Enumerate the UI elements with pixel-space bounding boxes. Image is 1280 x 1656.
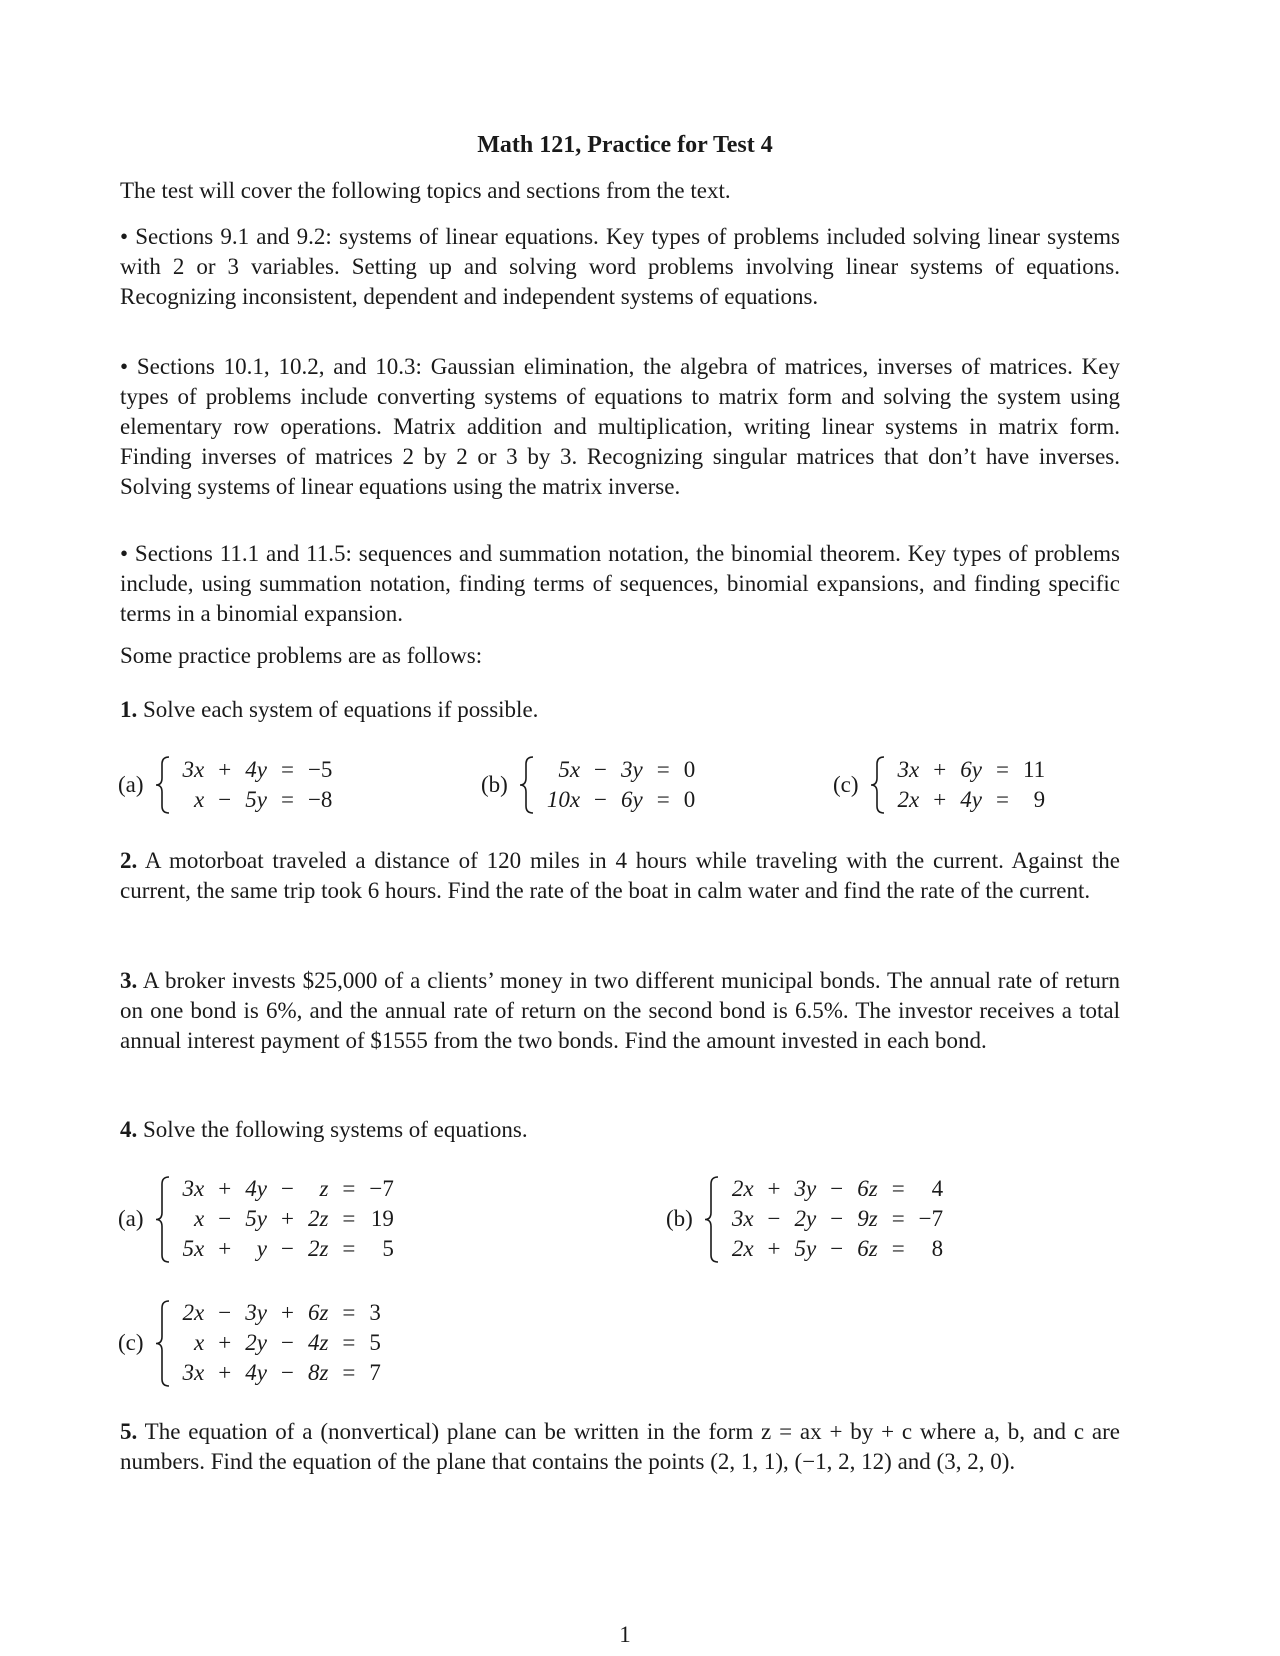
equation-term: 6z	[307, 1300, 329, 1325]
system-label: (c)	[833, 772, 859, 797]
equation-row	[725, 1174, 950, 1204]
equation-constant: 7	[369, 1360, 381, 1385]
equation-operator: −	[830, 1206, 844, 1231]
equation-operator: =	[342, 1360, 356, 1385]
page-title: Math 121, Practice for Test 4	[477, 132, 773, 158]
equation-term: 6z	[857, 1236, 878, 1261]
equation-operator: +	[767, 1176, 781, 1201]
system-1a	[118, 755, 339, 815]
equation-operator: =	[342, 1236, 356, 1261]
equation-constant: −7	[918, 1206, 944, 1231]
equation-table	[540, 755, 702, 815]
equation-term: 6y	[960, 757, 982, 782]
equation-term: 4y	[245, 1176, 267, 1201]
problem-number: 2.	[120, 848, 138, 873]
left-brace-icon	[869, 756, 887, 814]
equation-operator: −	[280, 1236, 294, 1261]
equation-operator: +	[218, 1360, 232, 1385]
left-brace-icon	[154, 1176, 172, 1263]
equation-term: 2x	[731, 1176, 754, 1201]
equation-row	[176, 755, 340, 785]
equation-term: x	[194, 1206, 205, 1231]
equation-term: 5y	[245, 1206, 267, 1231]
problem-5	[120, 1417, 1120, 1477]
problem-number: 3.	[120, 968, 138, 993]
equation-operator: −	[830, 1176, 844, 1201]
problem-text: A broker invests $25,000 of a clients’ money in two different municipal bonds. The annual rate of return on one bond is 6%, and the annual rate of return on the second bond is 6.5%. The investor receives a total annual interest payment of $1555 from the two bonds. Find the amount invested in each bond.	[120, 968, 1121, 1053]
equation-operator: =	[995, 757, 1009, 782]
equation-operator: −	[218, 1300, 232, 1325]
topic-bullet-9: • Sections 9.1 and 9.2: systems of linear equations. Key types of problems included solving linear systems with 2 or 3 variables. Setting up and solving word problems involving linear systems of equations. Recognizing inconsistent, dependent and independent systems of equations.	[120, 224, 1120, 309]
equation-constant: 11	[1022, 757, 1046, 782]
equation-term: z	[319, 1176, 329, 1201]
equation-term: 4y	[245, 757, 267, 782]
equation-operator: =	[656, 757, 670, 782]
equation-operator: −	[594, 757, 608, 782]
equation-constant: 19	[370, 1206, 394, 1231]
equation-operator: =	[891, 1236, 905, 1261]
equation-operator: +	[933, 787, 947, 812]
equation-term: 4y	[960, 787, 982, 812]
system-label: (a)	[118, 772, 144, 797]
equation-operator: =	[280, 757, 294, 782]
equation-operator: +	[280, 1206, 294, 1231]
equation-term: 2z	[307, 1236, 329, 1261]
equation-term: 5y	[794, 1236, 817, 1261]
equation-constant: 9	[1033, 787, 1046, 812]
equation-term: 9z	[857, 1206, 878, 1231]
problem-number: 5.	[120, 1419, 138, 1444]
system-4a	[118, 1174, 401, 1264]
equation-constant: 0	[683, 757, 696, 782]
problem-text: Solve the following systems of equations.	[143, 1117, 528, 1142]
equation-row	[176, 1234, 401, 1264]
equation-term: 2x	[897, 787, 920, 812]
equation-term: 3y	[794, 1176, 817, 1201]
equation-operator: +	[218, 1176, 232, 1201]
equation-term: 4z	[307, 1330, 329, 1355]
system-label: (b)	[666, 1206, 693, 1231]
system-label: (b)	[481, 772, 508, 797]
left-brace-icon	[154, 756, 172, 814]
equation-term: 5y	[245, 787, 267, 812]
system-label: (c)	[118, 1330, 144, 1355]
equation-operator: =	[995, 787, 1009, 812]
equation-table	[891, 755, 1053, 815]
equation-operator: −	[830, 1236, 844, 1261]
problem-1	[120, 695, 1120, 725]
equation-operator: +	[218, 1330, 232, 1355]
equation-table	[176, 755, 340, 815]
equation-table	[176, 1298, 388, 1388]
equation-operator: −	[280, 1330, 294, 1355]
equation-operator: =	[342, 1300, 356, 1325]
left-brace-icon	[518, 756, 536, 814]
intro-text: The test will cover the following topics and sections from the text.	[120, 178, 731, 203]
practice-intro: Some practice problems are as follows:	[120, 643, 483, 668]
equation-term: 10x	[546, 787, 581, 812]
equation-constant: 8	[931, 1236, 944, 1261]
equation-operator: +	[218, 757, 232, 782]
equation-row	[176, 1328, 388, 1358]
problem-text: A motorboat traveled a distance of 120 miles in 4 hours while traveling with the current. Against the current, the same trip took 6 hours. Find the rate of the boat in calm water and find the rate of the current.	[120, 848, 1120, 903]
equation-constant: 0	[683, 787, 696, 812]
equation-operator: −	[280, 1360, 294, 1385]
equation-row	[725, 1204, 950, 1234]
equation-constant: −8	[307, 787, 333, 812]
problem-number: 1.	[120, 697, 138, 722]
equation-operator: −	[594, 787, 608, 812]
equation-term: 2x	[731, 1236, 754, 1261]
equation-row	[176, 1298, 388, 1328]
equation-table	[725, 1174, 950, 1264]
equation-operator: +	[767, 1236, 781, 1261]
system-label: (a)	[118, 1206, 144, 1231]
equation-term: 3y	[245, 1300, 267, 1325]
equation-operator: =	[891, 1206, 905, 1231]
equation-term: 2y	[794, 1206, 817, 1231]
equation-term: 2x	[182, 1300, 205, 1325]
problem-number: 4.	[120, 1117, 138, 1142]
equation-row	[176, 1204, 401, 1234]
equation-term: x	[194, 787, 205, 812]
equation-constant: −5	[307, 757, 333, 782]
system-4b	[666, 1174, 950, 1264]
equation-term: 3x	[182, 1176, 205, 1201]
equation-operator: =	[342, 1176, 356, 1201]
equation-term: 6y	[621, 787, 643, 812]
equation-term: 3x	[897, 757, 920, 782]
equation-term: 2y	[245, 1330, 267, 1355]
equation-constant: 5	[369, 1330, 381, 1355]
equation-operator: =	[342, 1206, 356, 1231]
equation-term: x	[194, 1330, 205, 1355]
equation-operator: −	[218, 1206, 232, 1231]
equation-constant: 4	[931, 1176, 944, 1201]
equation-operator: =	[656, 787, 670, 812]
equation-operator: −	[218, 787, 232, 812]
equation-operator: +	[218, 1236, 232, 1261]
equation-operator: =	[342, 1330, 356, 1355]
equation-row	[891, 755, 1053, 785]
equation-term: 3x	[182, 1360, 205, 1385]
equation-term: 3x	[731, 1206, 754, 1231]
equation-row	[176, 1174, 401, 1204]
equation-row	[176, 1358, 388, 1388]
equation-row	[725, 1234, 950, 1264]
problem-text: Solve each system of equations if possible.	[143, 697, 539, 722]
topic-bullet-11: • Sections 11.1 and 11.5: sequences and summation notation, the binomial theorem. Key types of problems include, using summation notation, finding terms of sequences, binomial expansions, and finding specific terms in a binomial expansion.	[120, 541, 1120, 626]
system-1c	[833, 755, 1052, 815]
equation-operator: =	[280, 787, 294, 812]
equation-operator: +	[280, 1300, 294, 1325]
problem-3	[120, 966, 1120, 1056]
equation-operator: +	[933, 757, 947, 782]
equation-term: 5x	[558, 757, 581, 782]
equation-constant: −7	[369, 1176, 394, 1201]
equation-row	[891, 785, 1053, 815]
system-1b	[481, 755, 702, 815]
equation-operator: =	[891, 1176, 905, 1201]
system-4c	[118, 1298, 388, 1388]
equation-term: 3y	[621, 757, 643, 782]
problem-text: The equation of a (nonvertical) plane can be written in the form z = ax + by + c where a, b, and c are numbers. Find the equation of the plane that contains the points (2, 1, 1), (−1, 2, 12) and (3, 2, 0).	[120, 1419, 1120, 1474]
equation-term: 6z	[857, 1176, 878, 1201]
equation-term: 4y	[245, 1360, 267, 1385]
problem-2	[120, 846, 1120, 906]
equation-constant: 3	[369, 1300, 381, 1325]
left-brace-icon	[154, 1300, 172, 1387]
page-number: 1	[619, 1622, 631, 1647]
equation-term: 2z	[307, 1206, 329, 1231]
problem-4	[120, 1115, 1120, 1145]
equation-operator: −	[767, 1206, 781, 1231]
equation-term: 8z	[307, 1360, 329, 1385]
equation-term: 3x	[182, 757, 205, 782]
equation-term: 5x	[182, 1236, 205, 1261]
equation-table	[176, 1174, 401, 1264]
left-brace-icon	[703, 1176, 721, 1263]
equation-constant: 5	[382, 1236, 394, 1261]
topic-bullet-10: • Sections 10.1, 10.2, and 10.3: Gaussian elimination, the algebra of matrices, inverses of matrices. Key types of problems include converting systems of equations to matrix form and solving the system using elementary row operations. Matrix addition and multiplication, writing linear systems in matrix form. Finding inverses of matrices 2 by 2 or 3 by 3. Recognizing singular matrices that don’t have inverses. Solving systems of linear equations using the matrix inverse.	[120, 354, 1120, 499]
equation-row	[176, 785, 340, 815]
equation-term: y	[256, 1236, 267, 1261]
equation-operator: −	[280, 1176, 294, 1201]
equation-row	[540, 755, 702, 785]
equation-row	[540, 785, 702, 815]
